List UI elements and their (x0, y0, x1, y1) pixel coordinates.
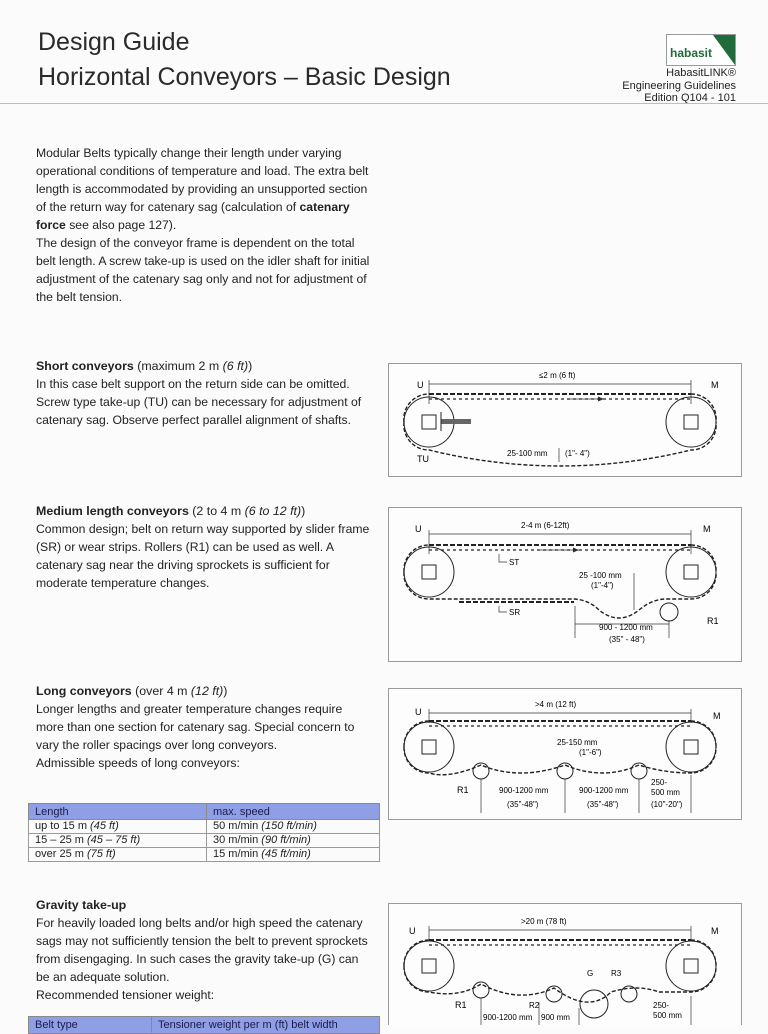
fig1-u-label: U (417, 380, 424, 390)
short-body: In this case belt support on the return side can be omitted. Screw type take-up (TU) can be necessary for adjustment of catenary sag. Observe perfect parallel alignment of shafts. (36, 377, 362, 427)
intro-paragraph-1 (36, 144, 376, 234)
table-row (29, 820, 380, 834)
fig4-span1-label: 900-1200 mm (483, 1013, 533, 1022)
length-imperial: (45 – 75 ft) (86, 834, 141, 846)
intro-text (36, 144, 376, 306)
fig4-r3-label: R3 (611, 969, 622, 978)
short-heading-rest: (maximum 2 m (133, 359, 223, 373)
speeds-intro: Admissible speeds of long conveyors: (36, 756, 240, 770)
speed-imperial: (90 ft/min) (261, 834, 311, 846)
fig1-length-label: ≤2 m (6 ft) (539, 371, 576, 380)
fig2-sag-inches: (1"-4") (591, 581, 614, 590)
medium-conveyor-figure (388, 507, 742, 662)
short-conveyors-section (36, 357, 371, 429)
fig3-r1-label: R1 (457, 785, 469, 795)
fig1-m-label: M (711, 380, 719, 390)
gravity-heading (36, 896, 371, 914)
header-divider (0, 103, 768, 104)
speed-cell (207, 820, 380, 834)
speeds-table (28, 803, 380, 862)
short-heading-bold: Short conveyors (36, 359, 134, 373)
length-cell (29, 820, 207, 834)
length-cell (29, 834, 207, 848)
guide-name: Engineering Guidelines (622, 79, 736, 92)
speed-metric: 15 m/min (213, 848, 262, 860)
page-title-line1: Design Guide (38, 28, 190, 56)
fig4-r1-label: R1 (455, 1000, 467, 1010)
medium-body: Common design; belt on return way supported by slider frame (SR) or wear strips. Rollers (R1) can be used as well. A catenary sag near the driving sprockets is sufficient for moderate temperature changes. (36, 522, 370, 590)
fig2-u-label: U (415, 524, 422, 534)
speeds-col-length: Length (29, 804, 207, 820)
product-name: HabasitLINK® (666, 67, 736, 79)
long-conveyors-section (36, 682, 371, 772)
length-imperial: (75 ft) (86, 848, 116, 860)
short-conveyor-figure (388, 363, 742, 477)
gravity-body: For heavily loaded long belts and/or high speed the catenary sags may not sufficiently tension the belt to prevent sprockets from disengaging. In such cases the gravity take-up (G) can be an adequate solution. (36, 916, 368, 984)
speed-cell (207, 848, 380, 862)
fig4-end2-label: 500 mm (653, 1011, 682, 1020)
intro-paragraph-2: The design of the conveyor frame is dependent on the total belt length. A screw take-up is used on the idler shaft for initial adjustment of the catenary sag only and not for adjustment of the belt tension. (36, 236, 370, 304)
medium-heading-bold: Medium length conveyors (36, 504, 189, 518)
gravity-takeup-section (36, 896, 371, 1004)
speed-metric: 50 m/min (213, 820, 262, 832)
habasit-logo (666, 34, 736, 66)
tensioner-table (28, 1016, 380, 1034)
speeds-col-speed: max. speed (207, 804, 380, 820)
fig3-end1-label: 250- (651, 778, 668, 787)
fig4-end1-label: 250- (653, 1001, 670, 1010)
tens-col-belt-type: Belt type (29, 1017, 152, 1034)
speeds-table-header (29, 804, 380, 820)
fig4-span2-label: 900 mm (541, 1013, 570, 1022)
length-cell (29, 848, 207, 862)
long-body: Longer lengths and greater temperature changes require more than one section for catenary sag. Special concern to vary the roller spacings over long conveyors. (36, 702, 355, 752)
fig4-u-label: U (409, 926, 416, 936)
fig3-end-inches: (10"-20") (651, 800, 683, 809)
fig2-m-label: M (703, 524, 711, 534)
speed-cell (207, 834, 380, 848)
tensioner-table-header (29, 1017, 380, 1034)
long-heading (36, 682, 371, 700)
fig3-length-label: >4 m (12 ft) (535, 700, 577, 709)
long-heading-rest: (over 4 m (131, 684, 191, 698)
fig2-sag-label: 25 -100 mm (579, 571, 622, 580)
fig1-sag-inches: (1"- 4") (565, 449, 590, 458)
short-heading-close: ) (248, 359, 253, 373)
length-metric: over 25 m (35, 848, 87, 860)
fig1-tu-label: TU (417, 454, 429, 464)
short-heading-imperial: (6 ft) (222, 359, 249, 373)
fig3-sag-label: 25-150 mm (557, 738, 598, 747)
fig3-end2-label: 500 mm (651, 788, 680, 797)
long-heading-imperial: (12 ft) (190, 684, 224, 698)
intro-text-b: see also page 127). (65, 218, 177, 232)
table-row (29, 848, 380, 862)
gravity-heading-bold: Gravity take-up (36, 898, 127, 912)
fig3-span2-inches: (35"-48") (587, 800, 619, 809)
fig4-g-label: G (587, 969, 594, 978)
edition-block (622, 67, 736, 105)
speed-imperial: (45 ft/min) (261, 848, 311, 860)
fig3-span2-label: 900-1200 mm (579, 786, 629, 795)
speed-metric: 30 m/min (213, 834, 262, 846)
fig3-m-label: M (713, 711, 721, 721)
fig2-st-label: ST (509, 558, 520, 567)
long-heading-bold: Long conveyors (36, 684, 132, 698)
fig4-length-label: >20 m (78 ft) (521, 917, 567, 926)
tens-col-weight: Tensioner weight per m (ft) belt width (152, 1017, 380, 1034)
long-conveyor-figure (388, 688, 742, 820)
short-heading (36, 357, 371, 375)
gravity-body-2: Recommended tensioner weight: (36, 988, 215, 1002)
fig3-span1-inches: (35"-48") (507, 800, 539, 809)
intro-text-a: Modular Belts typically change their length under varying operational conditions of temperature and load. The extra belt length is accommodated by providing an unsupported section of the return way for catenary sag (calculation of (36, 146, 369, 214)
logo-text: habasit (670, 46, 713, 60)
page-title-line2: Horizontal Conveyors – Basic Design (38, 63, 451, 91)
table-row (29, 834, 380, 848)
long-heading-close: ) (223, 684, 228, 698)
fig2-r1-label: R1 (707, 616, 719, 626)
fig4-m-label: M (711, 926, 719, 936)
length-metric: 15 – 25 m (35, 834, 87, 846)
logo-wedge-icon (713, 35, 735, 65)
fig2-length-label: 2-4 m (6-12ft) (521, 521, 570, 530)
fig3-sag-inches: (1"-6") (579, 748, 602, 757)
medium-heading-imperial: (6 to 12 ft) (244, 504, 302, 518)
speed-imperial: (150 ft/min) (261, 820, 317, 832)
length-metric: up to 15 m (35, 820, 91, 832)
fig2-span-inches: (35" - 48") (609, 635, 645, 644)
fig4-r2-label: R2 (529, 1001, 540, 1010)
fig3-span1-label: 900-1200 mm (499, 786, 549, 795)
gravity-takeup-figure (388, 903, 742, 1025)
length-imperial: (45 ft) (90, 820, 119, 832)
intro-bold-term: catenary force (36, 200, 350, 232)
fig1-sag-label: 25-100 mm (507, 449, 548, 458)
medium-heading-close: ) (301, 504, 306, 518)
fig2-span-label: 900 - 1200 mm (599, 623, 653, 632)
fig3-u-label: U (415, 707, 422, 717)
fig2-sr-label: SR (509, 608, 521, 617)
edition-number: Edition Q104 - 101 (644, 92, 736, 104)
medium-conveyors-section (36, 502, 371, 592)
medium-heading (36, 502, 371, 520)
medium-heading-rest: (2 to 4 m (188, 504, 245, 518)
